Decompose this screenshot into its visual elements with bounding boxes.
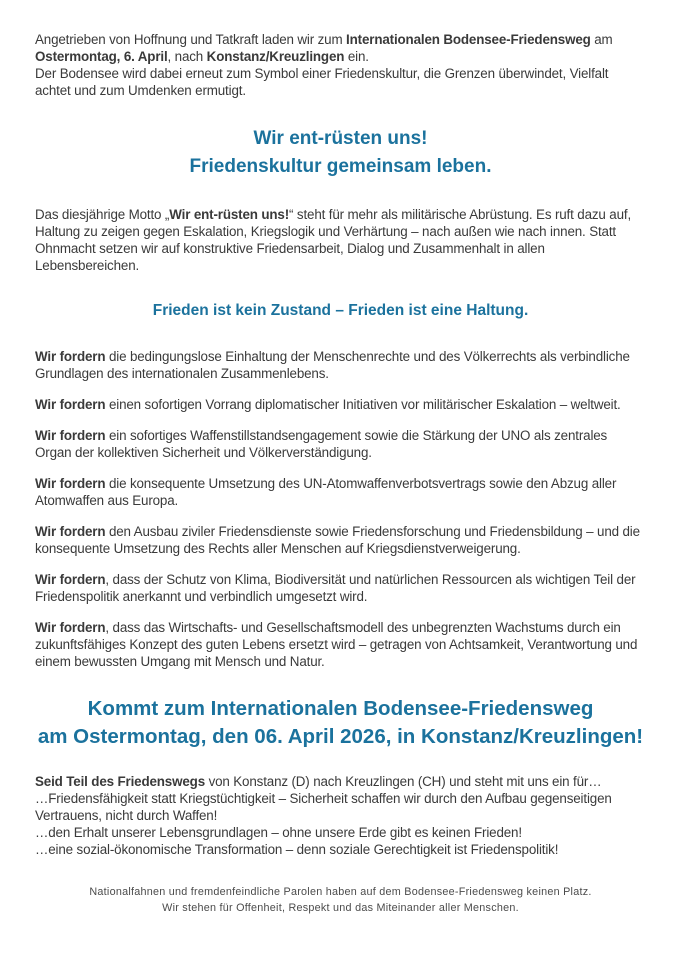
- motto-heading-line1: Wir ent-rüsten uns!: [253, 128, 428, 149]
- text-run: “ steht für mehr als militärische Abrüstung. Es ruft dazu auf, Haltung zu zeigen gegen Eskalation, Kriegslogik und Verhärtung – nach außen wie nach innen. Statt Ohnmacht setzen wir auf konstruktive Friedensarbeit, Dialog und Zusammenhalt in allen Lebensbereichen.: [35, 207, 632, 273]
- demand-item: [35, 348, 646, 382]
- demand-item: [35, 619, 646, 670]
- demand-lead: Wir fordern: [35, 572, 106, 587]
- demand-text: die bedingungslose Einhaltung der Menschenrechte und des Völkerrechts als verbindliche Grundlagen des internationalen Zusammenlebens.: [35, 349, 630, 381]
- demand-text: den Ausbau ziviler Friedensdienste sowie Friedensforschung und Friedensbildung – und die konsequente Umsetzung des Rechts aller Menschen auf Kriegsdienstverweigerung.: [35, 524, 640, 556]
- intro-paragraph: [35, 31, 646, 99]
- intro-second-sentence: Der Bodensee wird dabei erneut zum Symbol einer Friedenskultur, die Grenzen überwindet, Vielfalt achtet und zum Umdenken ermutigt.: [35, 66, 609, 98]
- text-run: ein.: [344, 49, 369, 64]
- footer-note: [35, 884, 646, 916]
- text-run: von Konstanz (D) nach Kreuzlingen (CH) und steht mit uns ein für…: [205, 774, 602, 789]
- motto-heading: [35, 125, 646, 181]
- text-run: Angetrieben von Hoffnung und Tatkraft laden wir zum: [35, 32, 347, 47]
- demands-list: [35, 348, 646, 670]
- participation-paragraph: [35, 773, 646, 858]
- participation-point: …den Erhalt unserer Lebensgrundlagen – ohne unsere Erde gibt es keinen Frieden!: [35, 825, 522, 840]
- cta-heading-line2: am Ostermontag, den 06. April 2026, in Konstanz/Kreuzlingen!: [37, 725, 644, 748]
- demand-item: [35, 427, 646, 461]
- text-run: am: [590, 32, 613, 47]
- demand-item: [35, 396, 646, 413]
- demand-item: [35, 523, 646, 557]
- cta-heading-line1: Kommt zum Internationalen Bodensee-Friedensweg: [87, 697, 594, 720]
- demand-item: [35, 571, 646, 605]
- text-run-bold: Konstanz/Kreuzlingen: [206, 49, 345, 64]
- demand-lead: Wir fordern: [35, 397, 106, 412]
- participation-point: …eine sozial-ökonomische Transformation – denn soziale Gerechtigkeit ist Friedenspolitik!: [35, 842, 559, 857]
- text-run-bold: Ostermontag, 6. April: [35, 49, 168, 64]
- demand-text: einen sofortigen Vorrang diplomatischer Initiativen vor militärischer Eskalation – weltweit.: [105, 397, 621, 412]
- demand-text: , dass der Schutz von Klima, Biodiversität und natürlichen Ressourcen als wichtigen Teil der Friedenspolitik anerkannt und verbindlich umgesetzt wird.: [35, 572, 636, 604]
- participation-lead: Seid Teil des Friedenswegs: [35, 774, 205, 789]
- peace-attitude-subheading: Frieden ist kein Zustand – Frieden ist eine Haltung.: [152, 302, 529, 319]
- participation-point: …Friedensfähigkeit statt Kriegstüchtigkeit – Sicherheit schaffen wir durch den Aufbau gegenseitigen Vertrauens, nicht durch Waffen!: [35, 791, 612, 823]
- cta-heading: [35, 695, 646, 751]
- demand-lead: Wir fordern: [35, 476, 106, 491]
- text-run: , nach: [167, 49, 207, 64]
- motto-heading-line2: Friedenskultur gemeinsam leben.: [189, 156, 492, 177]
- motto-paragraph: [35, 206, 646, 274]
- demand-lead: Wir fordern: [35, 428, 106, 443]
- text-run-bold: Internationalen Bodensee-Friedensweg: [346, 32, 591, 47]
- footer-line2: Wir stehen für Offenheit, Respekt und das Miteinander aller Menschen.: [162, 902, 519, 914]
- demand-lead: Wir fordern: [35, 524, 106, 539]
- demand-lead: Wir fordern: [35, 349, 106, 364]
- text-run: Das diesjährige Motto „: [35, 207, 170, 222]
- demand-text: , dass das Wirtschafts- und Gesellschaftsmodell des unbegrenzten Wachstums durch ein zukunftsfähiges Konzept des guten Lebens ersetzt wird – getragen von Achtsamkeit, Verantwortung und einem bewussten Umgang mit Mensch und Natur.: [35, 620, 638, 669]
- footer-line1: Nationalfahnen und fremdenfeindliche Parolen haben auf dem Bodensee-Friedensweg keinen Platz.: [89, 886, 592, 898]
- demand-text: die konsequente Umsetzung des UN-Atomwaffenverbotsvertrags sowie den Abzug aller Atomwaffen aus Europa.: [35, 476, 617, 508]
- demand-item: [35, 475, 646, 509]
- demand-text: ein sofortiges Waffenstillstandsengagement sowie die Stärkung der UNO als zentrales Organ der kollektiven Sicherheit und Völkerverständigung.: [35, 428, 608, 460]
- text-run-bold: Wir ent-rüsten uns!: [169, 207, 290, 222]
- demand-lead: Wir fordern: [35, 620, 106, 635]
